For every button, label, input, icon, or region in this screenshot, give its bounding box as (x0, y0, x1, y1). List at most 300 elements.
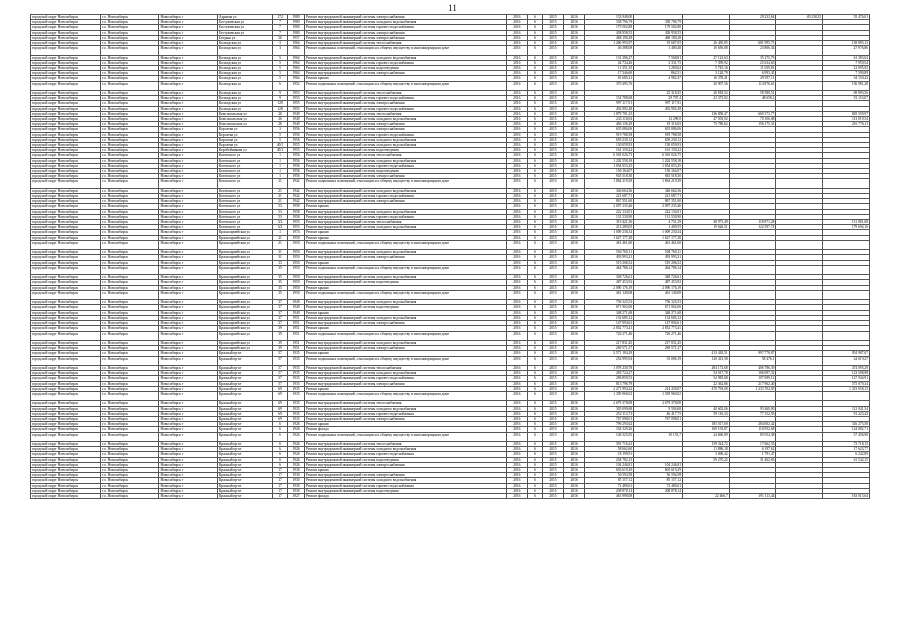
table-cell: Котовского ул (217, 163, 272, 168)
table-cell: 5 (273, 132, 288, 137)
table-cell: 2016 (506, 427, 527, 432)
table-cell: 6 (527, 209, 542, 214)
table-cell: городской округ Новосибирск (31, 488, 101, 493)
table-cell: 39 (273, 326, 288, 331)
table-cell: 2016 (506, 280, 527, 285)
table-cell: 6 (527, 493, 542, 498)
table-cell: 69 (273, 411, 288, 416)
table-cell: Ремонт крыши (304, 76, 506, 81)
table-cell: 56 (273, 35, 288, 40)
table-cell: г.о. Новосибирск (101, 158, 159, 163)
table-cell: 217 962,40 (729, 381, 776, 386)
table-cell: г.о. Новосибирск (101, 163, 159, 168)
table-cell: г.о. Новосибирск (101, 381, 159, 386)
table-cell: 2016 (506, 416, 527, 421)
table-cell: городской округ Новосибирск (31, 483, 101, 488)
table-cell: г.о. Новосибирск (101, 321, 159, 326)
table-cell (776, 265, 823, 274)
table-cell: городской округ Новосибирск (31, 275, 101, 280)
table-cell: 2015 (542, 122, 563, 127)
table-cell: 61 383,04 (823, 55, 870, 60)
table-cell: Новосибирск г (159, 46, 217, 55)
table-cell: 131 530,90 (585, 214, 634, 219)
table-cell: городской округ Новосибирск (31, 122, 101, 127)
table-cell: городской округ Новосибирск (31, 427, 101, 432)
table-cell: 5 (273, 76, 288, 81)
table-cell: 796 293,62 (585, 422, 634, 427)
table-cell: 58 476,1 (729, 356, 776, 365)
table-cell: Красноармейская ул (217, 230, 272, 235)
table-cell: 2016 (506, 199, 527, 204)
table-cell: 2016 (506, 169, 527, 174)
table-cell: г.о. Новосибирск (101, 66, 159, 71)
table-cell: 7 (273, 20, 288, 25)
table-cell: городской округ Новосибирск (31, 432, 101, 441)
table-cell: Ремонт внутридомовой инженерной системы горячего водоснабжения (304, 25, 506, 30)
table-cell: 348 271,68 (634, 310, 683, 315)
table-cell: 669 373,77 (729, 111, 776, 116)
table-cell: 2016 (506, 346, 527, 351)
table-cell: г.о. Новосибирск (101, 137, 159, 142)
table-cell: городской округ Новосибирск (31, 371, 101, 376)
table-cell: 6 (527, 174, 542, 179)
table-cell: 2016 (506, 55, 527, 60)
table-cell: Новосибирск г (159, 55, 217, 60)
table-cell: 2016 (506, 225, 527, 230)
table-cell: 2016 (564, 473, 585, 478)
table-cell: 2016 (564, 117, 585, 122)
table-cell: городской округ Новосибирск (31, 305, 101, 310)
table-cell: 6 (527, 467, 542, 472)
table-cell: 55 476,01 (823, 15, 870, 20)
table-cell: 1955 (287, 148, 304, 153)
table-cell: г.о. Новосибирск (101, 331, 159, 340)
table-cell: 2016 (506, 315, 527, 320)
table-cell: Колхидская ул (217, 106, 272, 111)
table-cell: 2015 (542, 66, 563, 71)
table-cell: 37 (273, 300, 288, 305)
table-cell: 2016 (564, 483, 585, 488)
table-cell: Ремонт внутридомовой инженерной системы холодного водоснабжения (304, 137, 506, 142)
table-cell: Ремонт внутридомовой инженерной системы электроснабжения (304, 473, 506, 478)
table-cell: 1964 (287, 66, 304, 71)
table-cell: 671 902,06 (634, 305, 683, 310)
table-cell: 603 619,29 (585, 467, 634, 472)
table-cell: Адриена ул (217, 15, 272, 20)
table-cell: 6 (527, 46, 542, 55)
table-cell: 110 052,68 (729, 427, 776, 432)
capital-repair-table (30, 14, 870, 499)
table-cell: 21 (273, 194, 288, 199)
table-cell: Новосибирск г (159, 111, 217, 116)
table-cell: г.о. Новосибирск (101, 265, 159, 274)
table-cell: Королева ул (217, 127, 272, 132)
table-cell: Ремонт внутридомовой инженерной системы холодного водоснабжения (304, 300, 506, 305)
table-cell: Новосибирск г (159, 305, 217, 310)
table-cell: 6 (527, 457, 542, 462)
table-cell: г.о. Новосибирск (101, 199, 159, 204)
table-cell: 6 (527, 30, 542, 35)
table-cell: Ремонт подвальных помещений, относящихся к общему имуществу в многоквартирном доме (304, 240, 506, 249)
table-cell: г.о. Новосибирск (101, 447, 159, 452)
table-cell: 461 461,60 (634, 240, 683, 249)
table-cell: Красноармейская ул (217, 260, 272, 265)
table-cell: Ремонт внутридомовой инженерной системы электроснабжения (304, 101, 506, 106)
table-cell: Новосибирск г (159, 447, 217, 452)
table-cell: Новосибирск г (159, 488, 217, 493)
table-cell: 2016 (564, 188, 585, 193)
table-cell: 2016 (506, 260, 527, 265)
table-cell: Новосибирск г (159, 441, 217, 446)
table-cell: 24 019,27 (823, 356, 870, 365)
table-cell: 6 (527, 137, 542, 142)
table-cell: 136 858,47 (682, 111, 729, 116)
table-cell: Новосибирск г (159, 20, 217, 25)
table-cell: 6 (527, 25, 542, 30)
table-cell: 112 941,54 (823, 406, 870, 411)
table-cell: 2015 (542, 406, 563, 411)
table-cell: 58 580,51 (729, 91, 776, 96)
table-cell: 2016 (564, 386, 585, 391)
table-cell: 2016 (564, 457, 585, 462)
table-cell: городской округ Новосибирск (31, 441, 101, 446)
table-cell: 6 (527, 81, 542, 90)
table-cell (729, 391, 776, 400)
table-cell: 2016 (506, 174, 527, 179)
table-cell: 1935 (287, 401, 304, 406)
table-cell (823, 391, 870, 400)
table-cell: г.о. Новосибирск (101, 101, 159, 106)
table-cell: Комсомольская ул (217, 122, 272, 127)
table-cell: 1926 (287, 462, 304, 467)
table-cell: 2015 (542, 422, 563, 427)
table-cell: 208 878,14 (634, 488, 683, 493)
table-cell: 2016 (506, 106, 527, 111)
table-cell: 1950 (287, 275, 304, 280)
table-cell: 2015 (542, 101, 563, 106)
table-cell: 2016 (506, 91, 527, 96)
table-cell: Ремонт внутридомовой инженерной системы горячего водоснабжения (304, 376, 506, 381)
table-cell: 1955 (287, 101, 304, 106)
table-cell: Королева ул (217, 143, 272, 148)
table-cell: Колхидская ул (217, 46, 272, 55)
table-cell: 159 324,72 (682, 441, 729, 446)
table-cell: городской округ Новосибирск (31, 376, 101, 381)
table-cell: 3 (273, 127, 288, 132)
table-cell: г.о. Новосибирск (101, 209, 159, 214)
table-cell: 156 164,07 (634, 169, 683, 174)
table-cell: 2015 (542, 467, 563, 472)
table-cell: городской округ Новосибирск (31, 117, 101, 122)
table-cell: Красноармейская ул (217, 310, 272, 315)
table-cell: Красноармейская ул (217, 275, 272, 280)
table-cell: 19 316,65 (634, 122, 683, 127)
table-cell: Ремонт подвальных помещений, относящихся к общему имуществу в многоквартирном доме (304, 179, 506, 188)
table-cell: городской округ Новосибирск (31, 20, 101, 25)
table-cell: 6 (527, 214, 542, 219)
table-cell: 6 (527, 260, 542, 265)
table-row (31, 46, 870, 55)
table-cell: 2015 (542, 488, 563, 493)
table-row (31, 391, 870, 400)
table-cell: Ремонт внутридомовой инженерной системы водоотведения (304, 457, 506, 462)
table-cell: 56 594,58 (585, 473, 634, 478)
table-cell: городской округ Новосибирск (31, 30, 101, 35)
table-cell: 2016 (564, 20, 585, 25)
table-cell: Колхидская ул (217, 41, 272, 46)
table-cell: 3 (273, 41, 288, 46)
table-cell: 2015 (542, 300, 563, 305)
table-cell: городской округ Новосибирск (31, 148, 101, 153)
table-cell: 5 (273, 60, 288, 65)
table-cell: Коробейникова ул (217, 148, 272, 153)
table-cell: 6 (527, 411, 542, 416)
table-cell: г.о. Новосибирск (101, 214, 159, 219)
table-cell: 1 879 791,25 (585, 111, 634, 116)
table-row (31, 331, 870, 340)
table-cell: Красный пр-кт (217, 411, 272, 416)
table-cell: 1930 (287, 488, 304, 493)
table-cell: 6 (527, 356, 542, 365)
table-cell: 1955 (287, 225, 304, 230)
table-cell: Котовского ул (217, 179, 272, 188)
table-cell: 54 017,78 (682, 371, 729, 376)
table-cell: г.о. Новосибирск (101, 493, 159, 498)
table-cell: 2016 (564, 214, 585, 219)
table-cell: городской округ Новосибирск (31, 406, 101, 411)
table-cell: 2015 (542, 280, 563, 285)
table-cell: Ремонт внутридомовой инженерной системы водоотведения (304, 169, 506, 174)
table-cell: 2016 (564, 76, 585, 81)
table-cell: 11 059,81 (729, 66, 776, 71)
table-cell: 2015 (542, 346, 563, 351)
table-cell: Ремонт внутридомовой инженерной системы холодного водоснабжения (304, 209, 506, 214)
table-cell: 519 206,52 (585, 260, 634, 265)
table-cell: 2016 (506, 41, 527, 46)
table-cell: 147 994,61 (585, 321, 634, 326)
table-cell: г.о. Новосибирск (101, 148, 159, 153)
table-cell: 1956 (287, 174, 304, 179)
table-cell: 6 (527, 204, 542, 209)
table-cell: Новосибирск г (159, 386, 217, 391)
table-cell: Новосибирск г (159, 235, 217, 240)
table-cell (729, 331, 776, 340)
table-cell (776, 179, 823, 188)
table-cell: 2016 (564, 66, 585, 71)
table-cell: 6 (527, 473, 542, 478)
table-cell: 1 202 558,18 (634, 158, 683, 163)
table-cell: 2016 (564, 194, 585, 199)
table-cell: г.о. Новосибирск (101, 41, 159, 46)
table-cell: 6 (527, 488, 542, 493)
table-cell: 945 518,30 (585, 174, 634, 179)
table-cell: Новосибирск г (159, 376, 217, 381)
table-cell: 2016 (506, 30, 527, 35)
table-cell: 2016 (506, 432, 527, 441)
table-cell: 11 886,18 (682, 447, 729, 452)
table-cell: 6 (527, 199, 542, 204)
table-cell: Ремонт внутридомовой инженерной системы электроснабжения (304, 30, 506, 35)
table-cell: 37 (273, 305, 288, 310)
table-cell: 2016 (506, 422, 527, 427)
table-cell: 2016 (506, 163, 527, 168)
table-cell: г.о. Новосибирск (101, 230, 159, 235)
table-cell: 6 (527, 169, 542, 174)
table-cell: 6 (527, 148, 542, 153)
table-cell: 492 992,28 (634, 106, 683, 111)
table-cell: 39 (273, 331, 288, 340)
table-cell: Ремонт внутридомовой инженерной системы водоотведения (304, 488, 506, 493)
table-cell: Красноармейская ул (217, 255, 272, 260)
table-cell: 2 331,75 (634, 60, 683, 65)
table-cell: 2015 (542, 76, 563, 81)
table-cell: г.о. Новосибирск (101, 55, 159, 60)
table-cell: Котовского ул (217, 199, 272, 204)
table-cell: 19 687,05 (634, 41, 683, 46)
table-cell: 3 120,79 (682, 71, 729, 76)
table-cell: Колхидская ул (217, 66, 272, 71)
table-cell: г.о. Новосибирск (101, 467, 159, 472)
table-cell: Новосибирск г (159, 35, 217, 40)
table-cell: 21 (273, 188, 288, 193)
table-cell: 37 456,98 (823, 432, 870, 441)
table-cell: 17 (273, 488, 288, 493)
table-cell: 2016 (564, 462, 585, 467)
table-cell: 1949 (287, 305, 304, 310)
table-cell: 57 (273, 381, 288, 386)
table-cell: Новосибирск г (159, 467, 217, 472)
table-cell: г.о. Новосибирск (101, 35, 159, 40)
table-cell: 23 375,02 (682, 96, 729, 101)
table-cell: Новосибирск г (159, 106, 217, 111)
table-cell: 6 (527, 153, 542, 158)
table-cell: 2016 (564, 285, 585, 290)
table-cell: Новосибирск г (159, 117, 217, 122)
table-cell: 6 (527, 143, 542, 148)
table-cell: Ремонт внутридомовой инженерной системы электроснабжения (304, 174, 506, 179)
table-cell: 161 150,22 (634, 148, 683, 153)
table-cell: Новосибирск г (159, 143, 217, 148)
table-cell: 6 (273, 441, 288, 446)
table-cell: 2016 (506, 66, 527, 71)
table-cell: Ремонт внутридомовой инженерной системы водоотведения (304, 148, 506, 153)
table-cell: г.о. Новосибирск (101, 275, 159, 280)
table-cell: г.о. Новосибирск (101, 310, 159, 315)
table-cell: Ремонт внутридомовой инженерной системы горячего водоснабжения (304, 452, 506, 457)
table-cell: 10 656,08 (682, 46, 729, 55)
table-cell: 1955 (287, 220, 304, 225)
table-cell: Красный пр-кт (217, 406, 272, 411)
table-cell: городской округ Новосибирск (31, 457, 101, 462)
table-cell: 438 958,55 (585, 30, 634, 35)
table-cell: 2015 (542, 148, 563, 153)
table-cell: 1 353 058,15 (823, 386, 870, 391)
table-cell: 2016 (506, 60, 527, 65)
table-cell: 305 099,68 (585, 406, 634, 411)
table-cell: Ремонт внутридомовой инженерной системы холодного водоснабжения (304, 315, 506, 320)
table-cell: 6 (527, 55, 542, 60)
table-cell: 29 233,64 (729, 15, 776, 20)
table-cell: Ремонт внутридомовой инженерной системы электроснабжения (304, 199, 506, 204)
table-cell: 346 664,36 (585, 188, 634, 193)
table-cell: Красноармейская ул (217, 315, 272, 320)
table-cell: 6 (527, 371, 542, 376)
table-cell: 2016 (506, 356, 527, 365)
table-cell: 659 230,12 (585, 137, 634, 142)
table-cell: г.о. Новосибирск (101, 356, 159, 365)
table-cell: Новосибирск г (159, 250, 217, 255)
table-cell: Котовского ул (217, 153, 272, 158)
table-cell: 6 (527, 265, 542, 274)
table-cell: 27 976,86 (823, 46, 870, 55)
table-cell: 2016 (506, 111, 527, 116)
table-cell: городской округ Новосибирск (31, 326, 101, 331)
table-cell: Ремонт крыши (304, 422, 506, 427)
table-cell: 1956 (287, 153, 304, 158)
table-cell: 38 973,49 (682, 220, 729, 225)
table-cell: Новосибирск г (159, 240, 217, 249)
table-cell: 107 699,12 (729, 376, 776, 381)
table-cell (776, 46, 823, 55)
table-cell: Котовского ул (217, 220, 272, 225)
table-cell: 1956 (287, 132, 304, 137)
table-cell: 2016 (506, 122, 527, 127)
table-cell: 2016 (506, 81, 527, 90)
table-cell: 58 662,60 (585, 447, 634, 452)
table-cell: г.о. Новосибирск (101, 300, 159, 305)
table-cell: 2015 (542, 143, 563, 148)
table-cell: 316 275,58 (823, 422, 870, 427)
table-cell: 1935 (287, 416, 304, 421)
table-cell: 6 (527, 310, 542, 315)
table-cell: Новосибирск г (159, 204, 217, 209)
table-cell: 6 (527, 391, 542, 400)
table-cell: 464 786,14 (585, 265, 634, 274)
table-cell: Красный пр-кт (217, 457, 272, 462)
table-cell: Красноармейская ул (217, 305, 272, 310)
table-cell: 6 (527, 416, 542, 421)
table-cell: 35 (273, 280, 288, 285)
table-cell: 6 (527, 447, 542, 452)
table-cell: 2016 (564, 401, 585, 406)
table-cell: 2016 (506, 441, 527, 446)
table-cell: городской округ Новосибирск (31, 71, 101, 76)
table-cell: Ремонт внутридомовой инженерной системы холодного водоснабжения (304, 117, 506, 122)
table-cell: 1956 (287, 137, 304, 142)
table-cell: 1974 (287, 230, 304, 235)
table-cell: 49 238,35 (776, 15, 823, 20)
table-cell: 1 (273, 174, 288, 179)
table-cell: 2015 (542, 275, 563, 280)
table-cell: 6 (527, 106, 542, 111)
table-cell: 1950 (287, 240, 304, 249)
table-cell: 6 (527, 305, 542, 310)
table-cell: 1935 (287, 365, 304, 370)
table-cell: 57 (273, 351, 288, 356)
table-cell: 57 (273, 376, 288, 381)
table-cell: 6 (527, 179, 542, 188)
table-cell: городской округ Новосибирск (31, 46, 101, 55)
table-row (31, 493, 870, 498)
table-cell (776, 432, 823, 441)
table-cell: 1 202 558,18 (585, 158, 634, 163)
table-cell: 1980 (287, 20, 304, 25)
table-cell: Новосибирск г (159, 255, 217, 260)
table-cell: 17 (273, 467, 288, 472)
table-cell: 2016 (564, 60, 585, 65)
table-cell: 148 325,95 (585, 432, 634, 441)
table-cell: 25 634,63 (729, 60, 776, 65)
